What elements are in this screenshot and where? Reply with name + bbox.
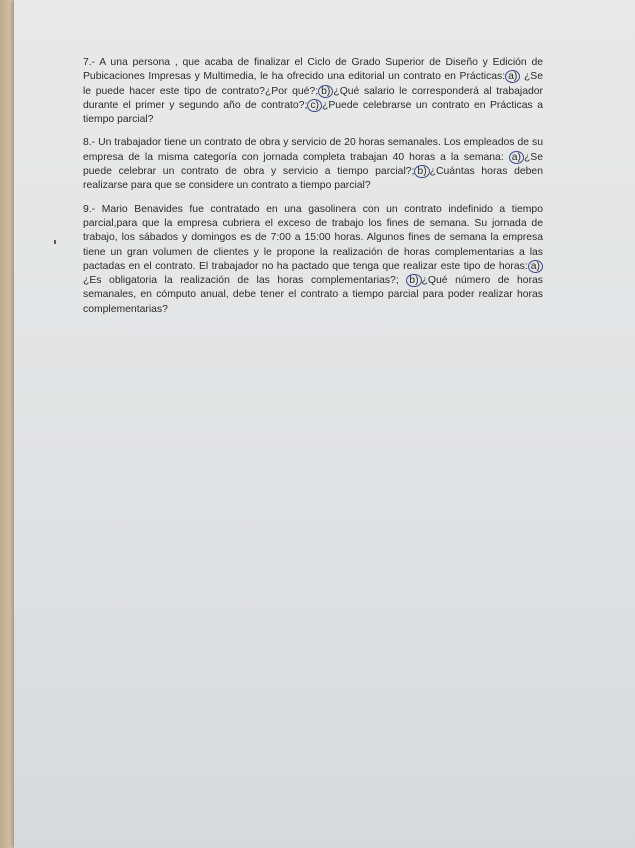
q8-b-circled-mark: b) bbox=[414, 165, 429, 178]
q7-a-circled-mark: a) bbox=[505, 70, 520, 83]
q9-b-text: ¿Qué número de horas semanales, en cómputo anual, debe tener el contrato a tiempo parcial para poder realizar horas complementarias? bbox=[83, 275, 543, 315]
q7-intro: 7.- A una persona , que acaba de finalizar el Ciclo de Grado Superior de Diseño y Edición de Pubicaciones Impresas y Multimedia, le ha ofrecido una editorial un contrato en Prácticas: bbox=[83, 57, 543, 83]
question-7 bbox=[83, 56, 543, 127]
paper-speck bbox=[54, 240, 56, 244]
q8-a-text: ¿Se puede celebrar un contrato de obra y servicio a tiempo parcial?; bbox=[83, 151, 543, 178]
q7-c-text: ¿Puede celebrarse un contrato en Prácticas a tiempo parcial? bbox=[83, 99, 543, 126]
q7-a-text: ¿Se le puede hacer este tipo de contrato?¿Por qué?; bbox=[83, 71, 544, 97]
q9-b-circled-mark: b) bbox=[406, 274, 421, 287]
q7-b-text: ¿Qué salario le corresponderá al trabajador durante el primer y segundo año de contrato?; bbox=[83, 85, 543, 111]
q8-b-text: ¿Cuántas horas deben realizarse para que se considere un contrato a tiempo parcial? bbox=[83, 166, 543, 192]
q9-a-text: ¿Es obligatoria la realización de las horas complementarias?; bbox=[83, 275, 399, 287]
question-8 bbox=[83, 136, 543, 193]
q8-intro: 8.- Un trabajador tiene un contrato de obra y servicio de 20 horas semanales. Los empleados de su empresa de la misma categoría con jornada completa trabajan 40 horas a la semana: bbox=[83, 137, 543, 163]
q9-intro: 9.- Mario Benavides fue contratado en una gasolinera con un contrato indefinido a tiempo parcial,para que la empresa cubriera el exceso de trabajo los fines de semana. Su jornada de trabajo, los sábados y domingos es de 7:00 a 15:00 horas. Algunos fines de semana la empresa tiene un gran volumen de clientes y le propone la realización de horas complementarias a las pactadas en el contrato. El trabajador no ha pactado que tenga que realizar este tipo de horas: bbox=[83, 203, 543, 272]
q8-a-circled-mark: a) bbox=[509, 151, 524, 164]
q9-a-circled-mark: a) bbox=[528, 260, 543, 273]
q7-c-circled-mark: c) bbox=[307, 99, 322, 112]
q7-b-circled-mark: b) bbox=[318, 85, 333, 98]
exercise-text bbox=[83, 56, 543, 326]
question-9 bbox=[83, 203, 543, 317]
